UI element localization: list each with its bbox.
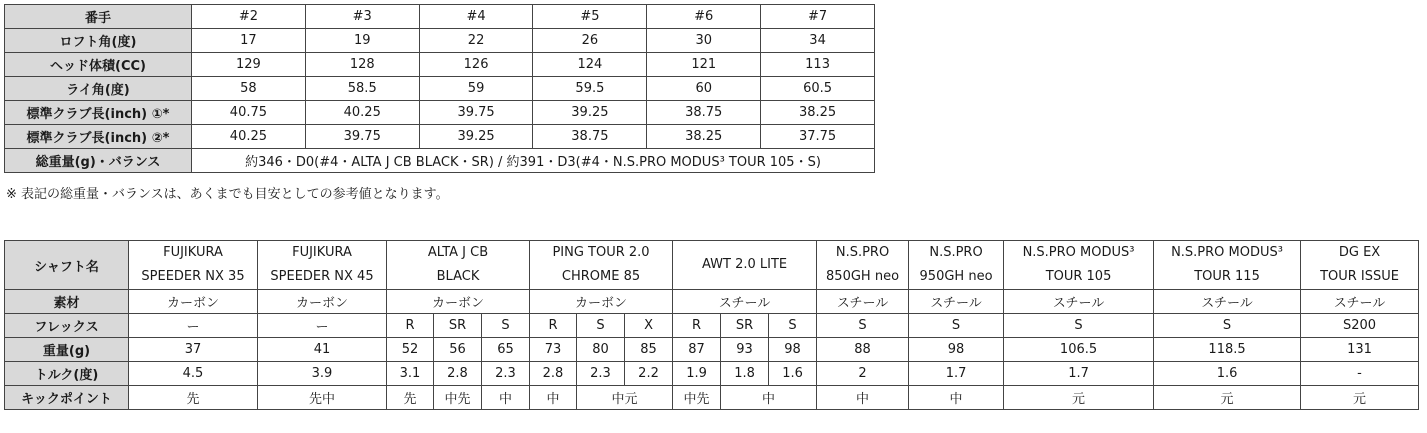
cell: 1.6	[1154, 362, 1301, 386]
cell: 中先	[673, 386, 721, 410]
cell: SR	[721, 314, 769, 338]
head-spec-table	[4, 4, 875, 173]
table-row	[5, 386, 1419, 410]
row-label-length-2: 標準クラブ長(inch) ②*	[5, 125, 192, 149]
cell: 中先	[434, 386, 482, 410]
shaft-name-cell	[673, 241, 817, 290]
cell: 40.75	[192, 101, 306, 125]
cell: 37	[129, 338, 258, 362]
cell: 中元	[577, 386, 673, 410]
cell: 2.8	[434, 362, 482, 386]
cell: S200	[1301, 314, 1419, 338]
row-label-kick-point: キックポイント	[5, 386, 129, 410]
cell: #2	[192, 5, 306, 29]
cell: スチール	[1004, 290, 1154, 314]
cell: -	[1301, 362, 1419, 386]
cell: 85	[625, 338, 673, 362]
cell: 3.1	[387, 362, 434, 386]
shaft-name-line: SPEEDER NX 45	[270, 269, 374, 284]
cell: 126	[419, 53, 533, 77]
cell: R	[387, 314, 434, 338]
cell: 1.7	[1004, 362, 1154, 386]
shaft-name-line: AWT 2.0 LITE	[701, 257, 788, 272]
cell: #3	[305, 5, 419, 29]
row-label-weight-balance: 総重量(g)・バランス	[5, 149, 192, 173]
cell: SR	[434, 314, 482, 338]
cell: 129	[192, 53, 306, 77]
table-row	[5, 5, 875, 29]
shaft-name-line: FUJIKURA	[292, 245, 352, 260]
cell: 38.75	[533, 125, 647, 149]
cell: 2.3	[577, 362, 625, 386]
cell: 59	[419, 77, 533, 101]
cell: 124	[533, 53, 647, 77]
cell: #4	[419, 5, 533, 29]
cell: 58.5	[305, 77, 419, 101]
table-row	[5, 53, 875, 77]
table-row	[5, 362, 1419, 386]
table-row	[5, 338, 1419, 362]
cell: スチール	[673, 290, 817, 314]
cell: S	[482, 314, 530, 338]
cell: 22	[419, 29, 533, 53]
cell: 17	[192, 29, 306, 53]
cell: #5	[533, 5, 647, 29]
cell: 60	[647, 77, 761, 101]
cell: 先	[387, 386, 434, 410]
shaft-name-cell	[1301, 241, 1419, 290]
cell: カーボン	[258, 290, 387, 314]
cell: 52	[387, 338, 434, 362]
shaft-name-line: N.S.PRO	[929, 245, 983, 260]
cell: 先中	[258, 386, 387, 410]
cell: 1.9	[673, 362, 721, 386]
shaft-name-cell	[129, 241, 258, 290]
row-label-torque: トルク(度)	[5, 362, 129, 386]
table-row	[5, 77, 875, 101]
shaft-name-line: TOUR 105	[1045, 269, 1112, 284]
table-row	[5, 125, 875, 149]
cell: #7	[761, 5, 875, 29]
cell: 80	[577, 338, 625, 362]
shaft-name-line: SPEEDER NX 35	[141, 269, 245, 284]
cell: S	[769, 314, 817, 338]
cell: 39.25	[533, 101, 647, 125]
cell: S	[1154, 314, 1301, 338]
shaft-spec-table	[4, 240, 1419, 410]
cell: 41	[258, 338, 387, 362]
shaft-name-cell	[1154, 241, 1301, 290]
shaft-name-line: ALTA J CB	[427, 245, 489, 260]
shaft-name-line: FUJIKURA	[163, 245, 223, 260]
cell: S	[909, 314, 1004, 338]
cell: 60.5	[761, 77, 875, 101]
shaft-name-line: TOUR 115	[1194, 269, 1260, 284]
cell: 88	[817, 338, 909, 362]
cell: カーボン	[530, 290, 673, 314]
cell: 39.25	[419, 125, 533, 149]
shaft-name-line: DG EX	[1338, 245, 1381, 260]
cell: S	[577, 314, 625, 338]
cell: #6	[647, 5, 761, 29]
cell: 59.5	[533, 77, 647, 101]
row-label-shaft-name: シャフト名	[5, 241, 129, 290]
table-row	[5, 29, 875, 53]
row-label-loft: ロフト角(度)	[5, 29, 192, 53]
shaft-name-line: TOUR ISSUE	[1320, 269, 1399, 284]
cell: スチール	[909, 290, 1004, 314]
shaft-name-line: BLACK	[436, 269, 480, 284]
cell: カーボン	[129, 290, 258, 314]
shaft-name-line: N.S.PRO	[835, 245, 890, 260]
cell: 元	[1301, 386, 1419, 410]
cell: 中	[909, 386, 1004, 410]
cell: 先	[129, 386, 258, 410]
cell: 121	[647, 53, 761, 77]
weight-balance-cell: 約346・D0(#4・ALTA J CB BLACK・SR) / 約391・D3(#4・N.S.PRO MODUS³ TOUR 105・S)	[192, 149, 875, 173]
table-row	[5, 149, 875, 173]
cell: 118.5	[1154, 338, 1301, 362]
footnote: ※ 表記の総重量・バランスは、あくまでも目安としての参考値となります。	[6, 187, 449, 202]
shaft-name-cell	[817, 241, 909, 290]
row-label-lie: ライ角(度)	[5, 77, 192, 101]
cell: 40.25	[305, 101, 419, 125]
cell: R	[530, 314, 577, 338]
cell: 30	[647, 29, 761, 53]
cell: 中	[530, 386, 577, 410]
cell: 98	[909, 338, 1004, 362]
cell: 87	[673, 338, 721, 362]
cell: 37.75	[761, 125, 875, 149]
table-row	[5, 290, 1419, 314]
shaft-name-line: PING TOUR 2.0	[552, 245, 650, 260]
cell: スチール	[1154, 290, 1301, 314]
cell: 93	[721, 338, 769, 362]
cell: 34	[761, 29, 875, 53]
cell: 4.5	[129, 362, 258, 386]
shaft-name-cell	[909, 241, 1004, 290]
cell: カーボン	[387, 290, 530, 314]
shaft-name-cell	[530, 241, 673, 290]
table-row	[5, 101, 875, 125]
table-row	[5, 314, 1419, 338]
shaft-name-cell	[1004, 241, 1154, 290]
shaft-name-cell	[387, 241, 530, 290]
row-label-material: 素材	[5, 290, 129, 314]
cell: 58	[192, 77, 306, 101]
cell: ー	[129, 314, 258, 338]
row-label-length-1: 標準クラブ長(inch) ①*	[5, 101, 192, 125]
cell: 26	[533, 29, 647, 53]
cell: 106.5	[1004, 338, 1154, 362]
cell: 1.8	[721, 362, 769, 386]
cell: 1.6	[769, 362, 817, 386]
cell: 38.75	[647, 101, 761, 125]
cell: 元	[1004, 386, 1154, 410]
row-label-number: 番手	[5, 5, 192, 29]
row-label-volume: ヘッド体積(CC)	[5, 53, 192, 77]
cell: 2.8	[530, 362, 577, 386]
cell: R	[673, 314, 721, 338]
table-row	[5, 241, 1419, 290]
cell: スチール	[1301, 290, 1419, 314]
shaft-name-line: 950GH neo	[919, 269, 993, 284]
cell: X	[625, 314, 673, 338]
cell: S	[817, 314, 909, 338]
shaft-name-line: N.S.PRO MODUS³	[1022, 245, 1135, 260]
cell: 19	[305, 29, 419, 53]
cell: 2.3	[482, 362, 530, 386]
cell: 38.25	[647, 125, 761, 149]
row-label-flex: フレックス	[5, 314, 129, 338]
cell: 56	[434, 338, 482, 362]
cell: スチール	[817, 290, 909, 314]
cell: 40.25	[192, 125, 306, 149]
cell: 131	[1301, 338, 1419, 362]
cell: 73	[530, 338, 577, 362]
shaft-name-line: 850GH neo	[826, 269, 900, 284]
cell: 中	[721, 386, 817, 410]
cell: 113	[761, 53, 875, 77]
shaft-name-cell	[258, 241, 387, 290]
cell: 1.7	[909, 362, 1004, 386]
cell: 38.25	[761, 101, 875, 125]
cell: 元	[1154, 386, 1301, 410]
cell: 中	[817, 386, 909, 410]
shaft-name-line: CHROME 85	[561, 269, 641, 284]
cell: 98	[769, 338, 817, 362]
cell: ー	[258, 314, 387, 338]
shaft-name-line: N.S.PRO MODUS³	[1171, 245, 1283, 260]
cell: 39.75	[305, 125, 419, 149]
row-label-weight: 重量(g)	[5, 338, 129, 362]
cell: 中	[482, 386, 530, 410]
cell: 65	[482, 338, 530, 362]
cell: 39.75	[419, 101, 533, 125]
cell: 2.2	[625, 362, 673, 386]
cell: 128	[305, 53, 419, 77]
cell: 2	[817, 362, 909, 386]
cell: S	[1004, 314, 1154, 338]
cell: 3.9	[258, 362, 387, 386]
